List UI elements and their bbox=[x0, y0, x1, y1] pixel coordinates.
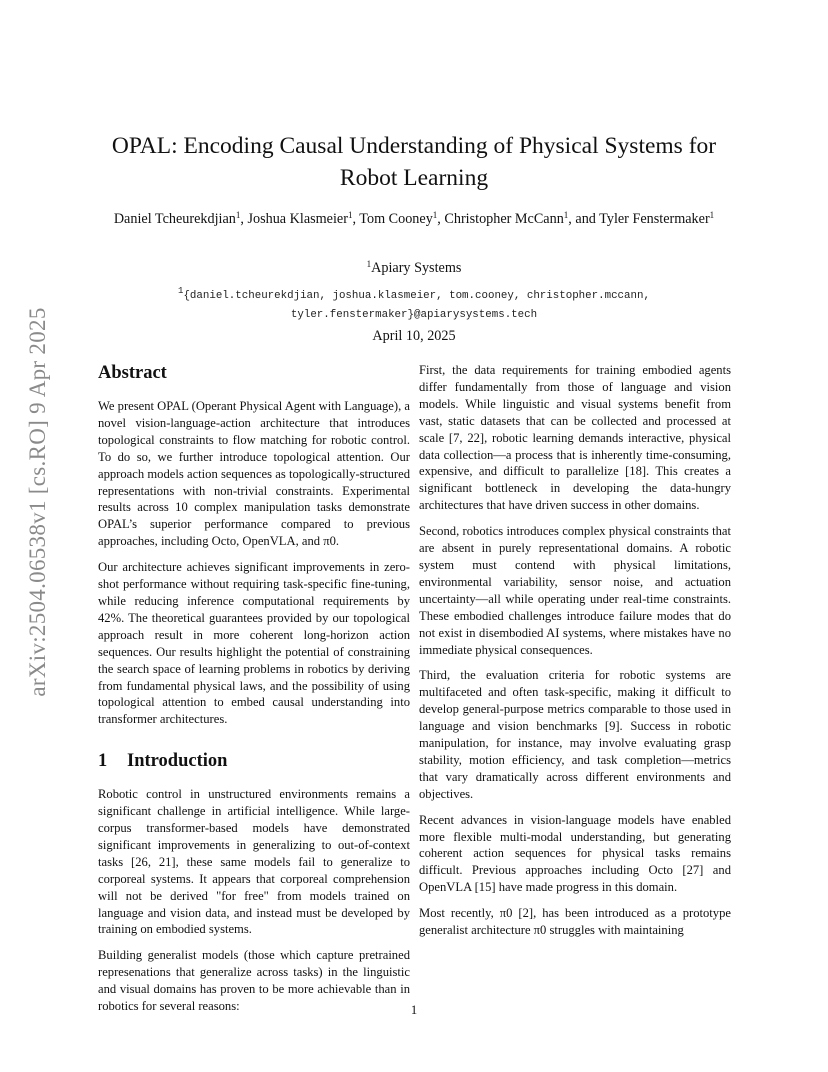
author-affil-mark: 1 bbox=[235, 210, 241, 220]
affiliation bbox=[90, 259, 738, 277]
author-separator: , and bbox=[568, 211, 600, 227]
email-line-1: {daniel.tcheurekdjian, joshua.klasmeier, tom.cooney, christopher.mccann, bbox=[183, 290, 650, 302]
intro-paragraph-5: Third, the evaluation criteria for robotic systems are multifaceted and often task-specific, making it difficult to develop general-purpose metrics comparable to those used in language and vision benchmarks [9]. Success in robotic manipulation, for instance, may involve evaluating grasp stability, motion efficiency, and task completion—metrics that vary dramatically across different environments and objectives. bbox=[419, 668, 731, 801]
author-affil-mark: 1 bbox=[709, 210, 715, 220]
abstract-paragraph-1: We present OPAL (Operant Physical Agent with Language), a novel vision-language-action architecture that introduces topological constraints to flow matching for robotic control. To do so, we further introduce topological attention. Our approach models action sequences as topologically-structured representations with non-trivial constraints. Experimental results across 10 complex manipulation tasks demonstrate OPAL’s superior performance compared to previous approaches, including Octo, OpenVLA, and π0. bbox=[98, 399, 410, 549]
introduction-heading bbox=[98, 750, 410, 772]
section-title: Introduction bbox=[127, 751, 228, 772]
page-number: 1 bbox=[410, 1003, 418, 1017]
arxiv-identifier: arXiv:2504.06538v1 [cs.RO] 9 Apr 2025 bbox=[25, 307, 50, 697]
title-line-1: OPAL: Encoding Causal Understanding of Physical Systems for bbox=[111, 133, 717, 159]
email-line-2: tyler.fenstermaker}@apiarysystems.tech bbox=[290, 309, 538, 321]
author-affil-mark: 1 bbox=[432, 210, 438, 220]
author-separator: , bbox=[352, 211, 360, 227]
author-name: Tyler Fenstermaker bbox=[599, 211, 710, 227]
abstract-paragraph-2: Our architecture achieves significant improvements in zero-shot performance without requiring task-specific fine-tuning, while reducing inference computational requirements by 42%. The theoretical guarantees provided by our topological approach result in more coherent long-horizon action sequences. Our results highlight the potential of constraining the search space of learning problems in robotics by deriving from fundamental physical laws, and the possibility of using topological attention to embed causal understanding into transformer architectures. bbox=[98, 560, 410, 727]
arxiv-identifier-sidebar bbox=[8, 292, 68, 712]
author-list bbox=[100, 206, 728, 229]
intro-paragraph-3: First, the data requirements for training embodied agents differ fundamentally from those of language and vision models. While linguistic and visual systems benefit from vast, static datasets that can be collected and processed at scale [7, 22], robotic learning demands interactive, physical data collection—a process that is inherently time-consuming, expensive, and difficult to parallelize [18]. This creates a significant bottleneck in developing the data-hungry architectures that have driven success in other domains. bbox=[419, 363, 731, 513]
author-separator: , bbox=[437, 211, 445, 227]
email-affil-mark: 1 bbox=[178, 286, 184, 296]
intro-paragraph-7: Most recently, π0 [2], has been introduced as a prototype generalist architecture π0 struggles with maintaining bbox=[419, 906, 731, 938]
intro-paragraph-4: Second, robotics introduces complex physical constraints that are absent in purely representational domains. A robotic system must contend with physical limitations, environmental variability, sensor noise, and actuation uncertainty—all while operating under real-time constraints. These embodied challenges introduce failure modes that do not exist in disembodied AI systems, where mistakes have no immediate physical consequences. bbox=[419, 524, 731, 657]
paper-title bbox=[90, 130, 738, 194]
author-name: Joshua Klasmeier bbox=[247, 211, 348, 227]
author-name: Christopher McCann bbox=[444, 211, 564, 227]
section-number: 1 bbox=[98, 751, 108, 772]
abstract-heading: Abstract bbox=[98, 363, 167, 383]
title-line-2: Robot Learning bbox=[339, 165, 489, 191]
author-name: Daniel Tcheurekdjian bbox=[113, 211, 236, 227]
author-separator: , bbox=[240, 211, 248, 227]
affiliation-mark: 1 bbox=[366, 259, 372, 269]
right-column bbox=[419, 362, 731, 948]
publication-date: April 10, 2025 bbox=[372, 328, 456, 344]
author-affil-mark: 1 bbox=[563, 210, 569, 220]
author-affil-mark: 1 bbox=[347, 210, 353, 220]
intro-paragraph-6: Recent advances in vision-language models have enabled more flexible multi-modal understanding, but generating coherent action sequences for physical tasks remains difficult. Previous approaches including Octo [27] and OpenVLA [15] have made progress in this domain. bbox=[419, 812, 731, 895]
left-column bbox=[98, 362, 410, 1024]
author-name: Tom Cooney bbox=[359, 211, 433, 227]
intro-paragraph-1: Robotic control in unstructured environments remains a significant challenge in artificial intelligence. While large-corpus transformer-based models have demonstrated significant improvements in generalizing to out-of-context tasks [26, 21], these same models fail to generalize to corporeal systems. It appears that corporeal comprehension will not be derived "for free" from models trained on language and vision data, and instead must be developed by training on embodied systems. bbox=[98, 787, 410, 937]
affiliation-name: Apiary Systems bbox=[371, 260, 462, 276]
author-emails bbox=[90, 282, 738, 325]
intro-paragraph-2: Building generalist models (those which capture pretrained represenations that generalize across tasks) in the linguistic and visual domains has proven to be more achievable than in robotics for several reasons: bbox=[98, 948, 410, 1014]
